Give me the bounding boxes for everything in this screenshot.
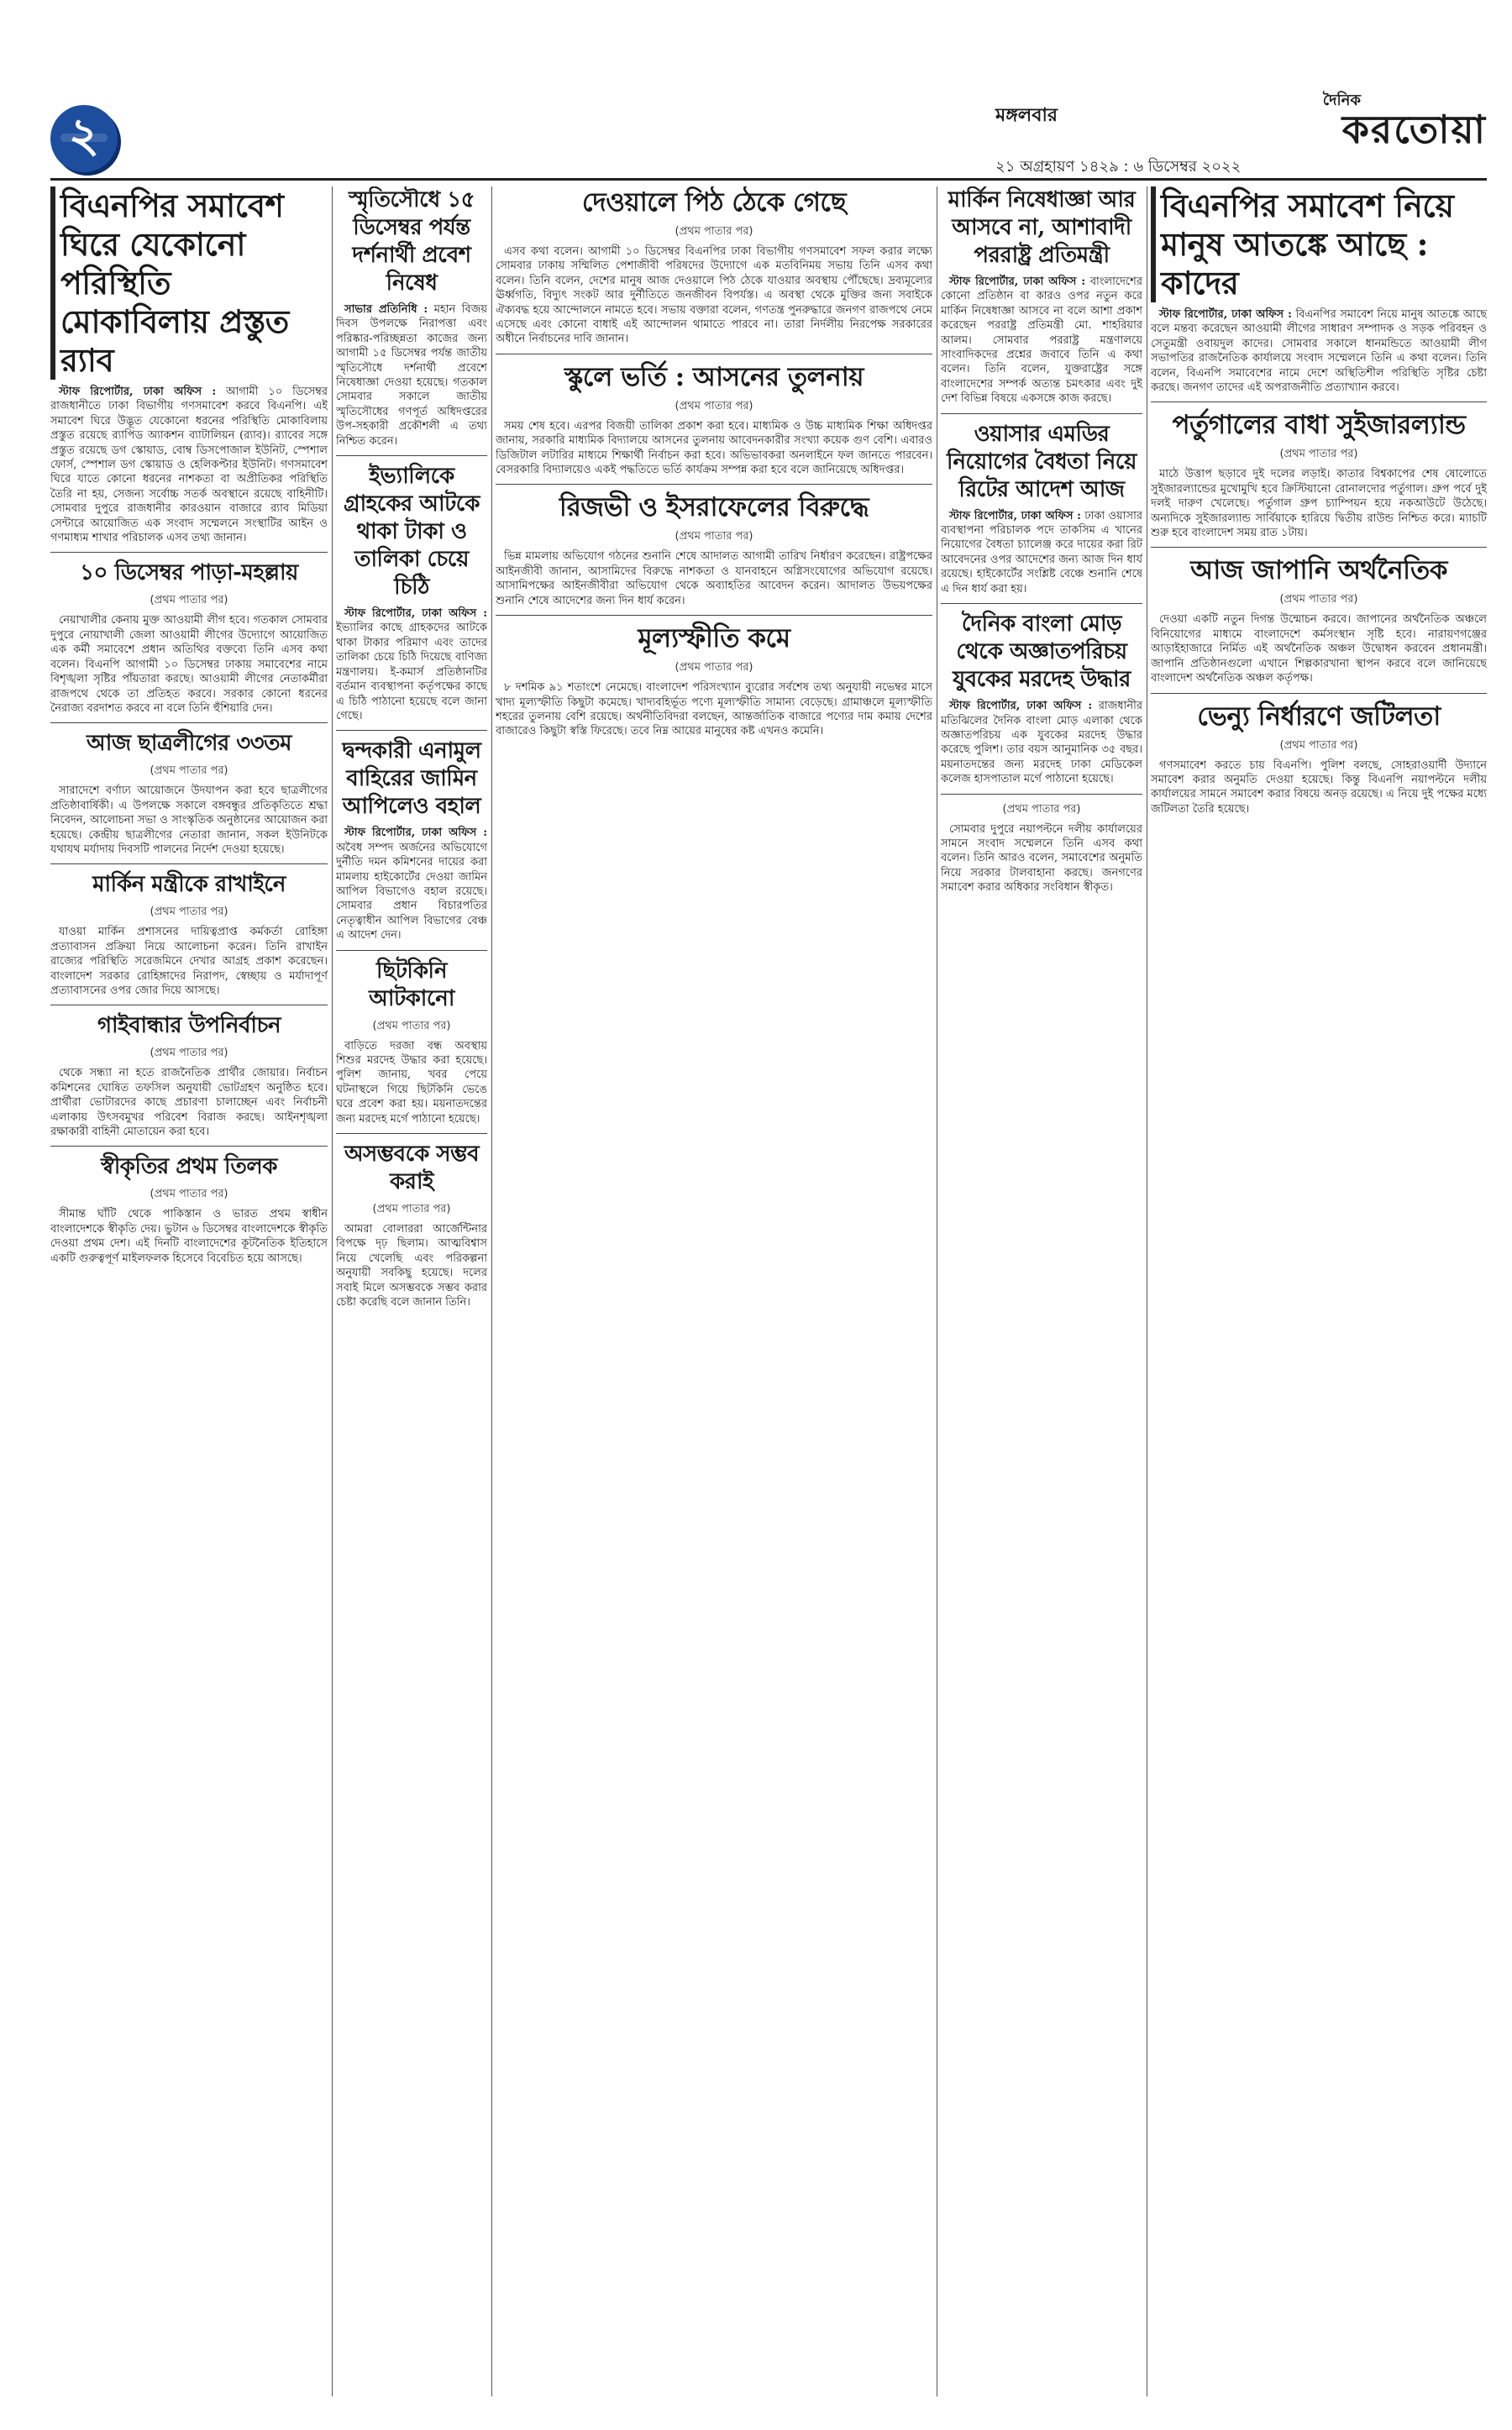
- headline-body-recovered[interactable]: দৈনিক বাংলা মোড় থেকে অজ্ঞাতপরিচয় যুবকের মরদেহ উদ্ধার: [953, 611, 1131, 693]
- logo-big-text: করতোয়া: [1341, 107, 1487, 152]
- headline-wall[interactable]: দেওয়ালে পিঠ ঠেকে গেছে: [581, 187, 847, 218]
- continued-note: (প্রথম পাতার পর): [1002, 802, 1081, 816]
- article-body: যাওয়া মার্কিন প্রশাসনের দায়িত্বপ্রাপ্ত কর্মকর্তা রোহিঙ্গা প্রত্যাবাসন প্রক্রিয়া নিয়ে আলোচনা করেন। তিনি রাখাইন রাজ্যের পরিস্থিতি সরেজমিনে দেখার আগ্রহ প্রকাশ করেছেন। বাংলাদেশ সরকার রোহিঙ্গাদের নিরাপদ, স্বেচ্ছায় ও মর্যাদাপূর্ণ প্রত্যাবাসনের ওপর জোর দিয়ে আসছে।: [50, 926, 328, 997]
- headline-dec10[interactable]: ১০ ডিসেম্বর পাড়া-মহল্লায়: [80, 560, 298, 586]
- headline-japanese-economic[interactable]: আজ জাপানি অর্থনৈতিক: [1190, 555, 1447, 586]
- article-body: বাড়িতে দরজা বন্ধ অবস্থায় শিশুর মরদেহ উদ্ধার করা হয়েছে। পুলিশ জানায়, খবর পেয়ে ঘটনাস্থলে গিয়ে ছিটকিনি ভেঙে ঘরে প্রবেশ করা হয়। ময়নাতদন্তের জন্য মরদেহ মর্গে পাঠানো হয়েছে।: [336, 1039, 487, 1126]
- byline: স্টাফ রিপোর্টার, ঢাকা অফিস :: [1159, 308, 1292, 321]
- column-4: [941, 186, 1142, 2396]
- column-3: [496, 186, 932, 2396]
- article-body: রাজধানীর মতিঝিলের দৈনিক বাংলা মোড় এলাকা থেকে অজ্ঞাতপরিচয় এক যুবকের মরদেহ উদ্ধার করেছে পুলিশ। তার বয়স আনুমানিক ৩৫ বছর। ময়নাতদন্তের জন্য মরদেহ ঢাকা মেডিকেল কলেজ হাসপাতাল মর্গে পাঠানো হয়েছে।: [941, 700, 1142, 786]
- byline: স্টাফ রিপোর্টার, ঢাকা অফিস :: [59, 386, 217, 398]
- headline-rab[interactable]: বিএনপির সমাবেশ ঘিরে যেকোনো পরিস্থিতি মোকাবিলায় প্রস্তুত র‌্যাব: [50, 186, 328, 380]
- headline-chitkini[interactable]: ছিটকিনি আটকানো: [369, 958, 454, 1011]
- continued-note: (প্রথম পাতার পর): [372, 1019, 451, 1032]
- headline-rizvi[interactable]: রিজভী ও ইসরাফেলের বিরুদ্ধে: [559, 492, 869, 523]
- column-divider: [491, 186, 492, 2396]
- article-body: থেকে সন্ধ্যা না হতে রাজনৈতিক প্রার্থীর জোয়ার। নির্বাচন কমিশনের ঘোষিত তফসিল অনুযায়ী ভোটগ্রহণ অনুষ্ঠিত হবে। প্রার্থীরা ভোটারদের কাছে প্রচারণা চালাচ্ছেন এবং নির্বাচনী এলাকায় উৎসবমুখর পরিবেশ বিরাজ করছে। আইনশৃঙ্খলা রক্ষাকারী বাহিনী মোতায়েন করা হবে।: [50, 1067, 328, 1138]
- headline-quader[interactable]: বিএনপির সমাবেশ নিয়ে মানুষ আতঙ্কে আছে : কাদের: [1151, 186, 1487, 302]
- continued-note: (প্রথম পাতার পর): [150, 905, 228, 919]
- dateline: ২১ অগ্রহায়ণ ১৪২৯ : ৬ ডিসেম্বর ২০২২: [995, 158, 1242, 176]
- headline-school-admission[interactable]: স্কুলে ভর্তি : আসনের তুলনায়: [564, 361, 864, 392]
- column-5: [1151, 186, 1487, 2396]
- continued-note: (প্রথম পাতার পর): [1279, 738, 1358, 752]
- continued-note: (প্রথম পাতার পর): [1279, 448, 1358, 461]
- article-body: সোমবার দুপুরে নয়াপল্টনে দলীয় কার্যালয়ের সামনে সংবাদ সম্মেলনে তিনি এসব কথা বলেন। তিনি আরও বলেন, সমাবেশের অনুমতি নিয়ে সরকার টালবাহানা করছে। জনগণের সমাবেশ করার অধিকার সংবিধান স্বীকৃত।: [941, 822, 1142, 895]
- masthead-rule: [50, 178, 1487, 181]
- continued-note: (প্রথম পাতার পর): [150, 594, 228, 607]
- article-body: গণসমাবেশ করতে চায় বিএনপি। পুলিশ বলছে, সোহরাওয়ার্দী উদ্যানে সমাবেশ করার অনুমতি দেওয়া হয়েছে। কিন্তু বিএনপি নয়াপল্টনে দলীয় কার্যালয়ের সামনে সমাবেশ করার বিষয়ে অনড় রয়েছে। এ নিয়ে দুই পক্ষের মধ্যে জটিলতা তৈরি হয়েছে।: [1151, 758, 1487, 816]
- continued-note: (প্রথম পাতার পর): [150, 1188, 228, 1201]
- column-2: [336, 186, 487, 2396]
- headline-portugal[interactable]: পর্তুগালের বাধা সুইজারল্যান্ড: [1172, 410, 1466, 441]
- article-body: মাঠে উত্তাপ ছড়াবে দুই দলের লড়াই। কাতার বিশ্বকাপের শেষ ষোলোতে সুইজারল্যান্ডের মুখোমুখি হবে ক্রিস্টিয়ানো রোনালদোর পর্তুগাল। গ্রুপ পর্বে দুই দলই দারুণ খেলেছে। পর্তুগাল গ্রুপ চ্যাম্পিয়ন হয়ে নকআউটে উঠেছে। অন্যদিকে সুইজারল্যান্ড সার্বিয়াকে হারিয়ে দ্বিতীয় রাউন্ড নিশ্চিত করে। ম্যাচটি শুরু হবে বাংলাদেশ সময় রাত ১টায়।: [1151, 468, 1487, 540]
- byline: স্টাফ রিপোর্টার, ঢাকা অফিস :: [344, 607, 487, 621]
- headline-chhatraleague[interactable]: আজ ছাত্রলীগের ৩৩তম: [87, 731, 291, 757]
- headline-enamul-bail[interactable]: দ্বন্দকারী এনামুল বাহিরের জামিন আপিলেও বহাল: [342, 738, 481, 820]
- headline-inflation[interactable]: মূল্যস্ফীতি কমে: [638, 623, 790, 654]
- article-body: ভিন্ন মামলায় অভিযোগ গঠনের শুনানি শেষে আদালত আগামী তারিখ নির্ধারণ করেছেন। রাষ্ট্রপক্ষের আইনজীবী জানান, আসামিদের বিরুদ্ধে নাশকতা ও যানবাহনে অগ্নিসংযোগের অভিযোগ রয়েছে। আসামিপক্ষের আইনজীবীরা অভিযোগ থেকে অব্যাহতির আবেদন করেন। আদালত উভয়পক্ষের শুনানি শেষে আদেশের জন্য দিন ধার্য করেন।: [496, 550, 932, 607]
- article-body: আগামী ১০ ডিসেম্বর রাজধানীতে ঢাকা বিভাগীয় গণসমাবেশ করবে বিএনপি। এই সমাবেশ ঘিরে উদ্ভূত যেকোনো ধরনের পরিস্থিতি মোকাবিলায় প্রস্তুত রয়েছে র‌্যাপিড অ্যাকশন ব্যাটালিয়ন (র‌্যাব)। র‌্যাবের সঙ্গে প্রস্তুত রয়েছে ডগ স্কোয়াড, বোম্ব ডিসপোজাল ইউনিট, স্পেশাল ফোর্স, স্পেশাল ডগ স্কোয়াড ও হেলিকপ্টার ইউনিট। গণসমাবেশ ঘিরে যাতে কোনো ধরনের নাশকতা বা অপ্রীতিকর পরিস্থিতি তৈরি না হয়, সেজন্য সর্বোচ্চ সতর্ক অবস্থানে রয়েছে বাহিনীটি। সোমবার দুপুরে রাজধানীর কারওয়ান বাজারে র‌্যাব মিডিয়া সেন্টারে আয়োজিত এক সংবাদ সম্মেলনে সংস্থাটির আইন ও গণমাধ্যম শাখার পরিচালক এসব তথ্য জানান।: [50, 386, 328, 545]
- byline: স্টাফ রিপোর্টার, ঢাকা অফিস :: [949, 509, 1081, 522]
- headline-impossible[interactable]: অসম্ভবকে সম্ভব করাই: [344, 1142, 480, 1194]
- headline-evaly[interactable]: ইভ্যালিকে গ্রাহকের আটকে থাকা টাকা ও তালিকা চেয়ে চিঠি: [344, 464, 480, 601]
- continued-note: (প্রথম পাতার পর): [675, 399, 753, 412]
- headline-us-minister[interactable]: মার্কিন মন্ত্রীকে রাখাইনে: [92, 872, 286, 898]
- article-body: সময় শেষ হবে। এরপর বিজয়ী তালিকা প্রকাশ করা হবে। মাধ্যমিক ও উচ্চ মাধ্যমিক শিক্ষা অধিদপ্তর জানায়, সরকারি মাধ্যমিক বিদ্যালয়ে আসনের তুলনায় আবেদনকারীর সংখ্যা কয়েক গুণ বেশি। এবারও ডিজিটাল লটারির মাধ্যমে শিক্ষার্থী নির্বাচন করা হবে। অভিভাবকরা অনলাইনে ফল জানতে পারবেন। বেসরকারি বিদ্যালয়েও একই পদ্ধতিতে ভর্তি কার্যক্রম সম্পন্ন করা হবে বলে জানিয়েছে অধিদপ্তর।: [496, 419, 932, 477]
- byline: সাভার প্রতিনিধি :: [344, 303, 428, 316]
- article-body: ইভ্যালির কাছে গ্রাহকদের আটকে থাকা টাকার পরিমাণ এবং তাদের তালিকা চেয়ে চিঠি দিয়েছে বাণিজ্য মন্ত্রণালয়। ই-কমার্স প্রতিষ্ঠানটির বর্তমান ব্যবস্থাপনা কর্তৃপক্ষের কাছে এ চিঠি পাঠানো হয়েছে বলে জানা গেছে।: [336, 622, 487, 722]
- article-body: মহান বিজয় দিবস উপলক্ষে নিরাপত্তা এবং পরিষ্কার-পরিচ্ছন্নতা কাজের জন্য আগামী ১৫ ডিসেম্বর পর্যন্ত জাতীয় স্মৃতিসৌধে দর্শনার্থী প্রবেশে নিষেধাজ্ঞা দেওয়া হয়েছে। গতকাল সোমবার সকালে জাতীয় স্মৃতিসৌধের গণপূর্ত অধিদপ্তরের উপ-সহকারী প্রকৌশলী এ তথ্য নিশ্চিত করেন।: [336, 303, 487, 448]
- article-body: দেওয়া একটি নতুন দিগন্ত উন্মোচন করবে। জাপানের অর্থনৈতিক অঞ্চলে বিনিয়োগের মাধ্যমে বাংলাদেশে কর্মসংস্থান সৃষ্টি হবে। নারায়ণগঞ্জের আড়াইহাজারে নির্মিত এই অর্থনৈতিক অঞ্চল উদ্বোধন করবেন প্রধানমন্ত্রী। জাপানি প্রতিষ্ঠানগুলো এখানে শিল্পকারখানা স্থাপন করবে বলে জানিয়েছে বাংলাদেশ অর্থনৈতিক অঞ্চল কর্তৃপক্ষ।: [1151, 613, 1487, 685]
- byline: স্টাফ রিপোর্টার, ঢাকা অফিস :: [949, 276, 1086, 288]
- headline-smritisoudho[interactable]: স্মৃতিসৌধে ১৫ ডিসেম্বর পর্যন্ত দর্শনার্থী প্রবেশ নিষেধ: [349, 187, 475, 296]
- continued-note: (প্রথম পাতার পর): [675, 661, 753, 674]
- continued-note: (প্রথম পাতার পর): [675, 225, 753, 238]
- column-divider: [332, 186, 333, 2396]
- continued-note: (প্রথম পাতার পর): [150, 764, 228, 778]
- byline: স্টাফ রিপোর্টার, ঢাকা অফিস :: [344, 827, 487, 840]
- continued-note: (প্রথম পাতার পর): [1279, 593, 1358, 606]
- weekday: মঙ্গলবার: [995, 105, 1058, 126]
- headline-wasa-md[interactable]: ওয়াসার এমডির নিয়োগের বৈধতা নিয়ে রিটের আদেশ আজ: [947, 421, 1137, 502]
- headline-gaibandha[interactable]: গাইবান্ধার উপনির্বাচন: [97, 1013, 281, 1039]
- continued-note: (প্রথম পাতার পর): [675, 530, 753, 543]
- newspaper-logo: [1243, 92, 1487, 151]
- article-body: সীমান্ত ঘাঁটি থেকে পাকিস্তান ও ভারত প্রথম স্বাধীন বাংলাদেশকে স্বীকৃতি দেয়। ভুটান ৬ ডিসেম্বর বাংলাদেশকে স্বীকৃতি দেওয়া প্রথম দেশ। এই দিনটি বাংলাদেশের কূটনৈতিক ইতিহাসে একটি গুরুত্বপূর্ণ মাইলফলক হিসেবে বিবেচিত হয়ে আসছে।: [50, 1208, 328, 1265]
- column-1: [50, 186, 328, 2396]
- article-body: বাংলাদেশের কোনো প্রতিষ্ঠান বা কারও ওপর নতুন করে মার্কিন নিষেধাজ্ঞা আসবে না বলে আশা প্রকাশ করেছেন পররাষ্ট্র প্রতিমন্ত্রী মো. শাহরিয়ার আলম। সোমবার পররাষ্ট্র মন্ত্রণালয়ে সাংবাদিকদের প্রশ্নের জবাবে তিনি এ কথা বলেন। তিনি বলেন, যুক্তরাষ্ট্রের সঙ্গে বাংলাদেশের সম্পর্ক অত্যন্ত চমৎকার এবং দুই দেশ বিভিন্ন বিষয়ে একসঙ্গে কাজ করছে।: [941, 276, 1142, 406]
- article-body: বিএনপির সমাবেশ নিয়ে মানুষ আতঙ্কে আছে বলে মন্তব্য করেছেন আওয়ামী লীগের সাধারণ সম্পাদক ও সড়ক পরিবহন ও সেতুমন্ত্রী ওবায়দুল কাদের। সোমবার সকালে ধানমন্ডিতে আওয়ামী লীগ সভাপতির রাজনৈতিক কার্যালয়ে সংবাদ সম্মেলনে তিনি এ কথা বলেন। তিনি বলেন, বিএনপি সমাবেশের নামে দেশে অস্থিতিশীল পরিস্থিতি সৃষ্টির চেষ্টা করছে। জনগণ তাদের এই অপরাজনীতি প্রত্যাখ্যান করবে।: [1151, 308, 1487, 395]
- article-body: নেয়াখালীর কেনায় মুক্ত আওয়ামী লীগ হবে। গতকাল সোমবার দুপুরে নোয়াখালী জেলা আওয়ামী লীগের উদ্যোগে আয়োজিত এক কর্মী সমাবেশে প্রধান অতিথির বক্তব্যে তিনি এসব কথা বলেন। বিএনপি আগামী ১০ ডিসেম্বর ঢাকায় সমাবেশের নামে বিশৃঙ্খলা সৃষ্টির পাঁয়তারা করছে। আওয়ামী লীগের নেতাকর্মীরা রাজপথে থেকে তা প্রতিহত করবে। সরকার কোনো ধরনের নৈরাজ্য বরদাশত করবে না বলে তিনি হুঁশিয়ারি দেন।: [50, 614, 328, 715]
- continued-note: (প্রথম পাতার পর): [150, 1047, 228, 1060]
- page-number-badge: ২: [50, 105, 118, 172]
- article-body: এসব কথা বলেন। আগামী ১০ ডিসেম্বর বিএনপির ঢাকা বিভাগীয় গণসমাবেশ সফল করার লক্ষ্যে সোমবার ঢাকায় সম্মিলিত পেশাজীবী পরিষদের উদ্যোগে এক মতবিনিময় সভায় তিনি এসব কথা বলেন। তিনি বলেন, দেশের মানুষ আজ দেওয়ালে পিঠ ঠেকে যাওয়ার অবস্থায় পৌঁছেছে। দ্রব্যমূল্যের ঊর্ধ্বগতি, বিদ্যুৎ সংকট আর দুর্নীতিতে জনজীবন বিপর্যস্ত। এ অবস্থা থেকে মুক্তির জন্য সবাইকে ঐক্যবদ্ধ হয়ে আন্দোলনে নামতে হবে। সভায় বক্তারা বলেন, গণতন্ত্র পুনরুদ্ধারে জনগণ রাজপথে নেমে এসেছে এবং কোনো বাধাই এই আন্দোলন থামাতে পারবে না। তারা নির্দলীয় নিরপেক্ষ সরকারের অধীনে নির্বাচনের দাবি জানান।: [496, 245, 932, 346]
- article-body: অবৈধ সম্পদ অর্জনের অভিযোগে দুর্নীতি দমন কমিশনের দায়ের করা মামলায় হাইকোর্টের দেওয়া জামিন আপিল বিভাগেও বহাল রয়েছে। সোমবার প্রধান বিচারপতির নেতৃত্বাধীন আপিল বিভাগের বেঞ্চ এ আদেশ দেন।: [336, 841, 487, 942]
- headline-us-sanctions[interactable]: মার্কিন নিষেধাজ্ঞা আর আসবে না, আশাবাদী পররাষ্ট্র প্রতিমন্ত্রী: [948, 187, 1136, 268]
- article-body: ৮ দশমিক ৯১ শতাংশে নেমেছে। বাংলাদেশ পরিসংখ্যান ব্যুরোর সর্বশেষ তথ্য অনুযায়ী নভেম্বর মাসে খাদ্য মূল্যস্ফীতি কিছুটা কমেছে। খাদ্যবহির্ভূত পণ্যে মূল্যস্ফীতি সামান্য বেড়েছে। গ্রামাঞ্চলে মূল্যস্ফীতি শহরের তুলনায় বেশি রয়েছে। অর্থনীতিবিদরা বলছেন, আন্তর্জাতিক বাজারে পণ্যের দাম কমায় দেশের বাজারেও কিছুটা স্বস্তি ফিরেছে। তবে নিম্ন আয়ের মানুষের কষ্ট এখনও কমেনি।: [496, 681, 932, 738]
- article-body: ঢাকা ওয়াসার ব্যবস্থাপনা পরিচালক পদে তাকসিম এ খানের নিয়োগের বৈধতা চ্যালেঞ্জ করে দায়ের করা রিট আবেদনের ওপর আদেশের জন্য আজ দিন ধার্য রয়েছে। হাইকোর্টের সংশ্লিষ্ট বেঞ্চে শুনানি শেষে এ দিন ধার্য করা হয়।: [941, 509, 1142, 596]
- byline: স্টাফ রিপোর্টার, ঢাকা অফিস :: [949, 700, 1093, 713]
- headline-venue[interactable]: ভেন্যু নির্ধারণে জটিলতা: [1197, 701, 1441, 732]
- article-body: সারাদেশে বর্ণাঢ্য আয়োজনে উদযাপন করা হবে ছাত্রলীগের প্রতিষ্ঠাবার্ষিকী। এ উপলক্ষে সকালে বঙ্গবন্ধুর প্রতিকৃতিতে শ্রদ্ধা নিবেদন, আলোচনা সভা ও সাংস্কৃতিক অনুষ্ঠানের আয়োজন করা হয়েছে। কেন্দ্রীয় ছাত্রলীগের নেতারা জানান, সকল ইউনিটকে যথাযথ মর্যাদায় দিবসটি পালনের নির্দেশ দেওয়া হয়েছে।: [50, 785, 328, 856]
- continued-note: (প্রথম পাতার পর): [372, 1203, 451, 1215]
- article-body: আমরা বোলাররা আর্জেন্টিনার বিপক্ষে দৃঢ় ছিলাম। আত্মবিশ্বাস নিয়ে খেলেছি এবং পরিকল্পনা অনুযায়ী সবকিছু হয়েছে। দলের সবাই মিলে অসম্ভবকে সম্ভব করার চেষ্টা করেছি বলে জানান তিনি।: [336, 1223, 487, 1309]
- headline-recognition[interactable]: স্বীকৃতির প্রথম তিলক: [101, 1154, 277, 1180]
- masthead: [0, 0, 1512, 181]
- logo-small-text: দৈনিক: [1322, 92, 1361, 109]
